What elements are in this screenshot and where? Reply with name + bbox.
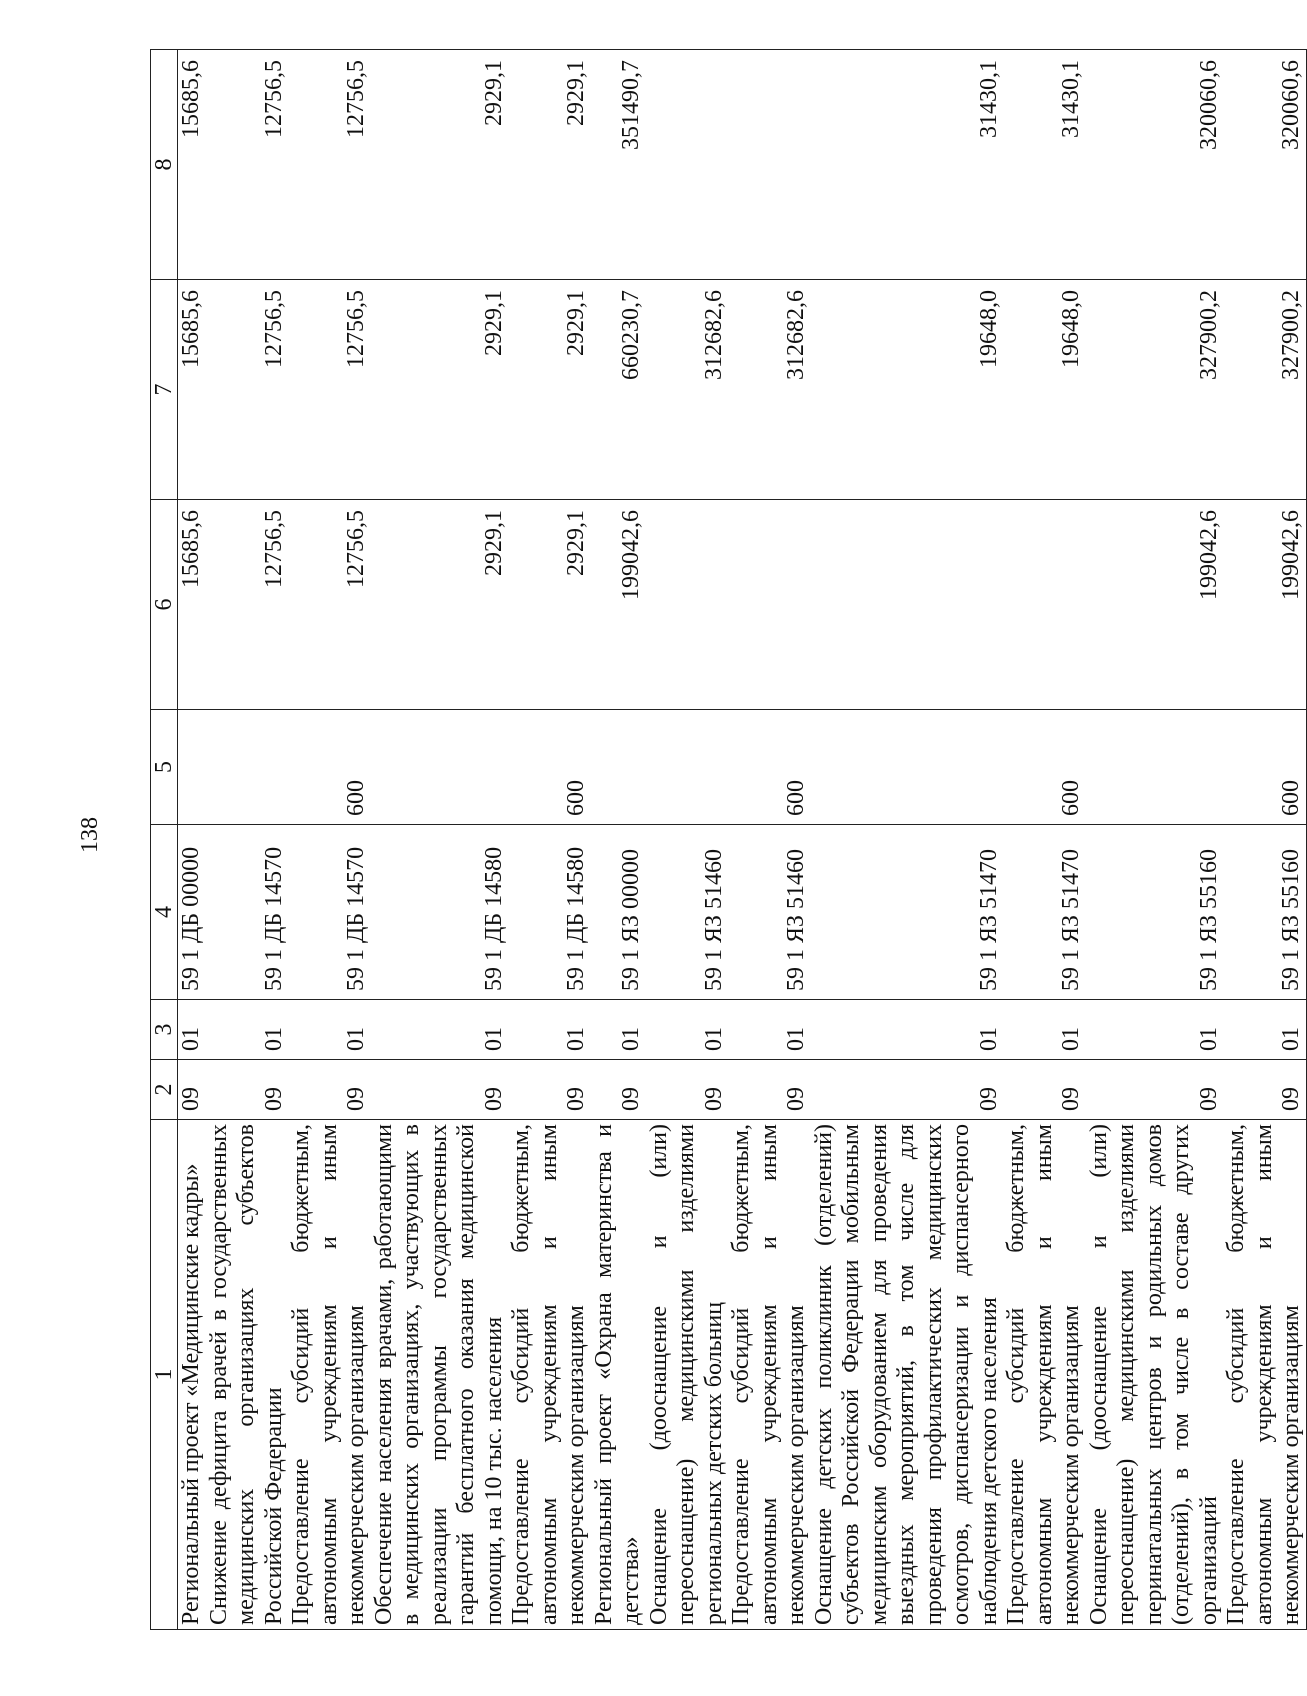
- row-name-cell: Региональный проект «Охрана материнства и детства»: [591, 1120, 646, 1630]
- amount-cell: 12756,5: [288, 500, 371, 710]
- row-name-cell: Оснащение (дооснащение и (или) переоснащение) медицинскими изделиями перинатальных центров и родильных домов (отделений), в том числе в составе других организаций: [1086, 1120, 1224, 1630]
- target-article-cell: 59 1 ЯЗ 00000: [591, 825, 646, 1000]
- subsection-code-cell: 01: [728, 1000, 811, 1060]
- column-header: 1: [151, 1120, 178, 1630]
- table-row: [1086, 50, 1224, 1630]
- amount-cell: 320060,6: [1086, 50, 1224, 280]
- amount-cell: 320060,6: [1223, 50, 1306, 280]
- table-row: [811, 50, 1004, 1630]
- amount-cell: 312682,6: [646, 280, 729, 500]
- target-article-cell: 59 1 ЯЗ 55160: [1223, 825, 1306, 1000]
- table-row: [288, 50, 371, 1630]
- section-code-cell: 09: [508, 1060, 591, 1120]
- section-code-cell: 09: [371, 1060, 509, 1120]
- budget-table-container: [150, 50, 1304, 1630]
- column-header: 5: [151, 710, 178, 825]
- section-code-cell: 09: [591, 1060, 646, 1120]
- target-article-cell: 59 1 ДБ 14580: [371, 825, 509, 1000]
- column-header: 7: [151, 280, 178, 500]
- table-row: [591, 50, 646, 1630]
- amount-cell: 12756,5: [288, 280, 371, 500]
- target-article-cell: 59 1 ЯЗ 51460: [728, 825, 811, 1000]
- expense-type-cell: 600: [288, 710, 371, 825]
- target-article-cell: 59 1 ДБ 14570: [206, 825, 289, 1000]
- expense-type-cell: [178, 710, 206, 825]
- amount-cell: 351490,7: [591, 50, 646, 280]
- section-code-cell: 09: [1003, 1060, 1086, 1120]
- section-code-cell: 09: [728, 1060, 811, 1120]
- section-code-cell: 09: [646, 1060, 729, 1120]
- amount-cell: 12756,5: [206, 280, 289, 500]
- target-article-cell: 59 1 ДБ 14570: [288, 825, 371, 1000]
- expense-type-cell: [206, 710, 289, 825]
- table-row: [178, 50, 206, 1630]
- amount-cell: 31430,1: [811, 50, 1004, 280]
- subsection-code-cell: 01: [1223, 1000, 1306, 1060]
- column-header: 2: [151, 1060, 178, 1120]
- section-code-cell: 09: [178, 1060, 206, 1120]
- table-body: [178, 50, 1307, 1630]
- amount-cell: 660230,7: [591, 280, 646, 500]
- row-name-cell: Региональный проект «Медицинские кадры»: [178, 1120, 206, 1630]
- subsection-code-cell: 01: [206, 1000, 289, 1060]
- amount-cell: 199042,6: [1086, 500, 1224, 710]
- table-row: [728, 50, 811, 1630]
- subsection-code-cell: 01: [371, 1000, 509, 1060]
- row-name-cell: Предоставление субсидий бюджетным, автономным учреждениям и иным некоммерческим организациям: [1223, 1120, 1306, 1630]
- expense-type-cell: [371, 710, 509, 825]
- amount-cell: 2929,1: [508, 500, 591, 710]
- target-article-cell: 59 1 ДБ 14580: [508, 825, 591, 1000]
- section-code-cell: 09: [206, 1060, 289, 1120]
- subsection-code-cell: 01: [178, 1000, 206, 1060]
- expense-type-cell: 600: [508, 710, 591, 825]
- subsection-code-cell: 01: [508, 1000, 591, 1060]
- table-row: [508, 50, 591, 1630]
- subsection-code-cell: 01: [646, 1000, 729, 1060]
- subsection-code-cell: 01: [811, 1000, 1004, 1060]
- amount-cell: 2929,1: [371, 500, 509, 710]
- budget-table: [150, 49, 1307, 1630]
- section-code-cell: 09: [288, 1060, 371, 1120]
- row-name-cell: Предоставление субсидий бюджетным, автономным учреждениям и иным некоммерческим организациям: [508, 1120, 591, 1630]
- target-article-cell: 59 1 ЯЗ 51470: [1003, 825, 1086, 1000]
- expense-type-cell: 600: [1003, 710, 1086, 825]
- subsection-code-cell: 01: [591, 1000, 646, 1060]
- expense-type-cell: [811, 710, 1004, 825]
- amount-cell: 31430,1: [1003, 50, 1086, 280]
- row-name-cell: Оснащение (дооснащение и (или) переоснащение) медицинскими изделиями региональных детских больниц: [646, 1120, 729, 1630]
- row-name-cell: Оснащение детских поликлиник (отделений) субъектов Российской Федерации мобильным медицинским оборудованием для проведения выездных мероприятий, в том числе для проведения профилактических медицинских осмотров, диспансеризации и диспансерного наблюдения детского населения: [811, 1120, 1004, 1630]
- target-article-cell: 59 1 ЯЗ 51460: [646, 825, 729, 1000]
- section-code-cell: 09: [1223, 1060, 1306, 1120]
- column-header: 6: [151, 500, 178, 710]
- expense-type-cell: 600: [1223, 710, 1306, 825]
- section-code-cell: 09: [811, 1060, 1004, 1120]
- amount-cell: 327900,2: [1086, 280, 1224, 500]
- amount-cell: 2929,1: [508, 50, 591, 280]
- row-name-cell: Обеспечение населения врачами, работающими в медицинских организациях, участвующих в реализации программы государственных гарантий бесплатного оказания медицинской помощи, на 10 тыс. населения: [371, 1120, 509, 1630]
- target-article-cell: 59 1 ЯЗ 51470: [811, 825, 1004, 1000]
- amount-cell: 15685,6: [178, 280, 206, 500]
- target-article-cell: 59 1 ЯЗ 55160: [1086, 825, 1224, 1000]
- expense-type-cell: [1086, 710, 1224, 825]
- table-row: [206, 50, 289, 1630]
- subsection-code-cell: 01: [288, 1000, 371, 1060]
- amount-cell: 312682,6: [728, 280, 811, 500]
- row-name-cell: Снижение дефицита врачей в государственных медицинских организациях субъектов Российской Федерации: [206, 1120, 289, 1630]
- column-header: 3: [151, 1000, 178, 1060]
- amount-cell: [728, 500, 811, 710]
- amount-cell: 2929,1: [371, 280, 509, 500]
- amount-cell: [1003, 500, 1086, 710]
- amount-cell: [646, 500, 729, 710]
- subsection-code-cell: 01: [1003, 1000, 1086, 1060]
- table-header-row: [151, 50, 178, 1630]
- amount-cell: 19648,0: [1003, 280, 1086, 500]
- amount-cell: [728, 50, 811, 280]
- table-row: [1223, 50, 1306, 1630]
- amount-cell: [811, 500, 1004, 710]
- row-name-cell: Предоставление субсидий бюджетным, автономным учреждениям и иным некоммерческим организациям: [1003, 1120, 1086, 1630]
- target-article-cell: 59 1 ДБ 00000: [178, 825, 206, 1000]
- table-row: [371, 50, 509, 1630]
- amount-cell: 12756,5: [206, 500, 289, 710]
- subsection-code-cell: 01: [1086, 1000, 1224, 1060]
- expense-type-cell: 600: [728, 710, 811, 825]
- expense-type-cell: [591, 710, 646, 825]
- amount-cell: 12756,5: [288, 50, 371, 280]
- amount-cell: [646, 50, 729, 280]
- table-row: [1003, 50, 1086, 1630]
- amount-cell: 12756,5: [206, 50, 289, 280]
- amount-cell: 199042,6: [591, 500, 646, 710]
- amount-cell: 19648,0: [811, 280, 1004, 500]
- amount-cell: 327900,2: [1223, 280, 1306, 500]
- section-code-cell: 09: [1086, 1060, 1224, 1120]
- row-name-cell: Предоставление субсидий бюджетным, автономным учреждениям и иным некоммерческим организациям: [728, 1120, 811, 1630]
- row-name-cell: Предоставление субсидий бюджетным, автономным учреждениям и иным некоммерческим организациям: [288, 1120, 371, 1630]
- table-row: [646, 50, 729, 1630]
- expense-type-cell: [646, 710, 729, 825]
- amount-cell: 2929,1: [371, 50, 509, 280]
- page-number: 138: [77, 817, 103, 853]
- column-header: 8: [151, 50, 178, 280]
- amount-cell: 2929,1: [508, 280, 591, 500]
- amount-cell: 15685,6: [178, 500, 206, 710]
- amount-cell: 15685,6: [178, 50, 206, 280]
- column-header: 4: [151, 825, 178, 1000]
- amount-cell: 199042,6: [1223, 500, 1306, 710]
